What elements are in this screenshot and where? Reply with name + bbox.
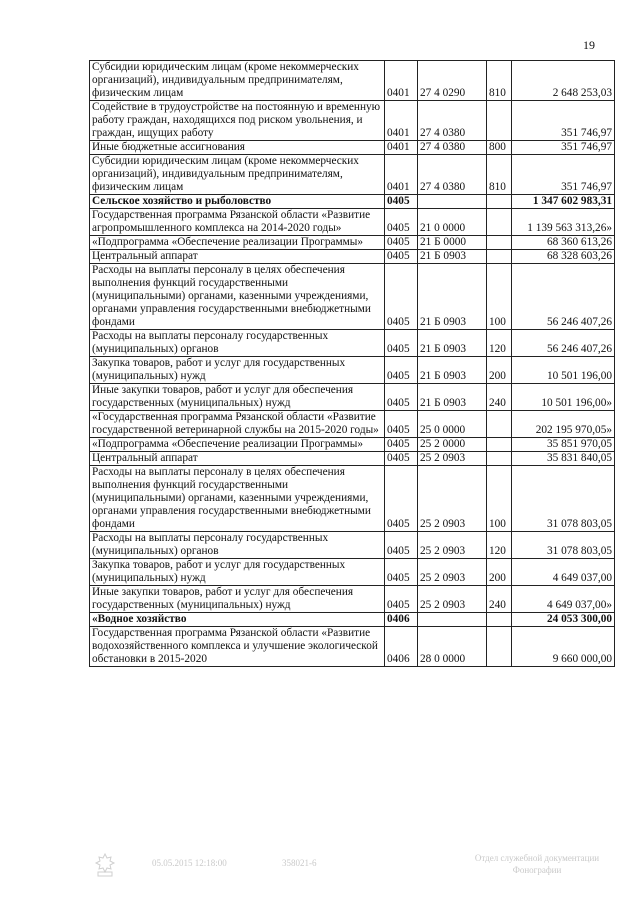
row-article: 21 Б 0903 [418, 330, 487, 357]
table-row [90, 155, 615, 195]
table-row [90, 264, 615, 330]
table-row [90, 438, 615, 452]
row-name: Расходы на выплаты персоналу в целях обеспечения выполнения функций государственными (муниципальными) органами, казенными учреждениями, органами управления государственными внебюджетными фондами [90, 264, 385, 330]
row-sum: 351 746,97 [512, 141, 615, 155]
row-expense-type [487, 627, 512, 667]
row-sum: 1 139 563 313,26» [512, 209, 615, 236]
row-name: «Государственная программа Рязанской области «Развитие государственной ветеринарной службы на 2015-2020 годы» [90, 411, 385, 438]
table-row [90, 532, 615, 559]
footer-date: 05.05.2015 12:18:00 [152, 858, 227, 868]
row-name: Сельское хозяйство и рыболовство [90, 195, 385, 209]
table-row [90, 586, 615, 613]
table-row [90, 195, 615, 209]
row-section: 0405 [385, 466, 418, 532]
row-name: «Подпрограмма «Обеспечение реализации Программы» [90, 236, 385, 250]
row-expense-type [487, 236, 512, 250]
row-name: Субсидии юридическим лицам (кроме некоммерческих организаций), индивидуальным предпринимателям, физическим лицам [90, 61, 385, 101]
row-sum: 35 831 840,05 [512, 452, 615, 466]
row-section: 0405 [385, 209, 418, 236]
table-row [90, 613, 615, 627]
row-article: 21 Б 0903 [418, 250, 487, 264]
row-expense-type: 240 [487, 586, 512, 613]
row-article: 27 4 0380 [418, 155, 487, 195]
row-section: 0401 [385, 141, 418, 155]
row-article: 27 4 0290 [418, 61, 487, 101]
row-sum: 68 328 603,26 [512, 250, 615, 264]
row-article: 27 4 0380 [418, 101, 487, 141]
row-expense-type [487, 209, 512, 236]
row-name: Центральный аппарат [90, 250, 385, 264]
table-row [90, 627, 615, 667]
table-row [90, 61, 615, 101]
row-name: Расходы на выплаты персоналу государственных (муниципальных) органов [90, 532, 385, 559]
row-article: 21 Б 0903 [418, 384, 487, 411]
table-row [90, 250, 615, 264]
row-article [418, 195, 487, 209]
row-name: Субсидии юридическим лицам (кроме некоммерческих организаций), индивидуальным предпринимателям, физическим лицам [90, 155, 385, 195]
row-name: Закупка товаров, работ и услуг для государственных (муниципальных) нужд [90, 357, 385, 384]
row-section: 0405 [385, 384, 418, 411]
row-expense-type: 240 [487, 384, 512, 411]
row-name: Расходы на выплаты персоналу государственных (муниципальных) органов [90, 330, 385, 357]
row-article: 21 Б 0903 [418, 264, 487, 330]
footer [92, 852, 622, 882]
row-name: «Подпрограмма «Обеспечение реализации Программы» [90, 438, 385, 452]
row-sum: 31 078 803,05 [512, 466, 615, 532]
row-name: Закупка товаров, работ и услуг для государственных (муниципальных) нужд [90, 559, 385, 586]
row-section: 0405 [385, 559, 418, 586]
row-name: Иные бюджетные ассигнования [90, 141, 385, 155]
row-expense-type [487, 452, 512, 466]
row-article: 25 2 0903 [418, 466, 487, 532]
row-section: 0405 [385, 438, 418, 452]
row-name: Государственная программа Рязанской области «Развитие агропромышленного комплекса на 2014-2020 годы» [90, 209, 385, 236]
row-name: Расходы на выплаты персоналу в целях обеспечения выполнения функций государственными (муниципальными) органами, казенными учреждениями, органами управления государственными внебюджетными фондами [90, 466, 385, 532]
row-expense-type [487, 438, 512, 452]
row-article: 21 0 0000 [418, 209, 487, 236]
row-sum: 351 746,97 [512, 101, 615, 141]
row-section: 0405 [385, 195, 418, 209]
row-section: 0401 [385, 61, 418, 101]
row-article: 21 Б 0000 [418, 236, 487, 250]
table-row [90, 452, 615, 466]
row-expense-type: 810 [487, 155, 512, 195]
row-sum: 68 360 613,26 [512, 236, 615, 250]
row-sum: 10 501 196,00» [512, 384, 615, 411]
row-expense-type: 800 [487, 141, 512, 155]
row-article: 25 2 0903 [418, 452, 487, 466]
row-expense-type: 120 [487, 532, 512, 559]
row-article [418, 613, 487, 627]
row-name: «Водное хозяйство [90, 613, 385, 627]
row-article: 25 2 0903 [418, 559, 487, 586]
row-article: 28 0 0000 [418, 627, 487, 667]
footer-code: 358021-6 [282, 858, 317, 868]
footer-note: Отдел служебной документации Фонографии [474, 853, 600, 875]
row-expense-type [487, 411, 512, 438]
row-expense-type: 100 [487, 466, 512, 532]
table-row [90, 101, 615, 141]
row-sum: 35 851 970,05 [512, 438, 615, 452]
row-sum: 2 648 253,03 [512, 61, 615, 101]
row-sum: 351 746,97 [512, 155, 615, 195]
row-section: 0405 [385, 411, 418, 438]
table-row [90, 559, 615, 586]
table-row [90, 411, 615, 438]
table-row [90, 384, 615, 411]
row-section: 0406 [385, 627, 418, 667]
row-sum: 1 347 602 983,31 [512, 195, 615, 209]
row-sum: 10 501 196,00 [512, 357, 615, 384]
row-section: 0405 [385, 236, 418, 250]
budget-table [89, 60, 615, 667]
row-sum: 9 660 000,00 [512, 627, 615, 667]
stamp-icon [92, 852, 118, 878]
row-section: 0401 [385, 101, 418, 141]
table-row [90, 357, 615, 384]
row-sum: 4 649 037,00 [512, 559, 615, 586]
row-article: 27 4 0380 [418, 141, 487, 155]
row-section: 0405 [385, 452, 418, 466]
row-expense-type [487, 250, 512, 264]
row-article: 21 Б 0903 [418, 357, 487, 384]
row-expense-type: 200 [487, 357, 512, 384]
row-expense-type: 200 [487, 559, 512, 586]
row-expense-type: 120 [487, 330, 512, 357]
row-name: Содействие в трудоустройстве на постоянную и временную работу граждан, находящихся под риском увольнения, и граждан, ищущих работу [90, 101, 385, 141]
row-sum: 31 078 803,05 [512, 532, 615, 559]
row-section: 0405 [385, 357, 418, 384]
row-name: Иные закупки товаров, работ и услуг для обеспечения государственных (муниципальных) нужд [90, 384, 385, 411]
row-sum: 56 246 407,26 [512, 330, 615, 357]
row-section: 0405 [385, 264, 418, 330]
row-expense-type [487, 195, 512, 209]
row-article: 25 2 0000 [418, 438, 487, 452]
row-sum: 56 246 407,26 [512, 264, 615, 330]
row-name: Иные закупки товаров, работ и услуг для обеспечения государственных (муниципальных) нужд [90, 586, 385, 613]
table-row [90, 466, 615, 532]
table-row [90, 330, 615, 357]
row-name: Центральный аппарат [90, 452, 385, 466]
row-sum: 24 053 300,00 [512, 613, 615, 627]
row-sum: 202 195 970,05» [512, 411, 615, 438]
table-row [90, 236, 615, 250]
row-section: 0405 [385, 250, 418, 264]
row-expense-type: 100 [487, 264, 512, 330]
row-section: 0405 [385, 330, 418, 357]
row-section: 0406 [385, 613, 418, 627]
row-article: 25 2 0903 [418, 532, 487, 559]
row-expense-type [487, 101, 512, 141]
row-name: Государственная программа Рязанской области «Развитие водохозяйственного комплекса и улучшение экологической обстановки в 2015-2020 [90, 627, 385, 667]
row-expense-type: 810 [487, 61, 512, 101]
table-row [90, 141, 615, 155]
row-expense-type [487, 613, 512, 627]
page-number: 19 [583, 38, 595, 52]
row-article: 25 0 0000 [418, 411, 487, 438]
row-sum: 4 649 037,00» [512, 586, 615, 613]
table-row [90, 209, 615, 236]
row-section: 0405 [385, 586, 418, 613]
row-section: 0405 [385, 532, 418, 559]
row-section: 0401 [385, 155, 418, 195]
row-article: 25 2 0903 [418, 586, 487, 613]
